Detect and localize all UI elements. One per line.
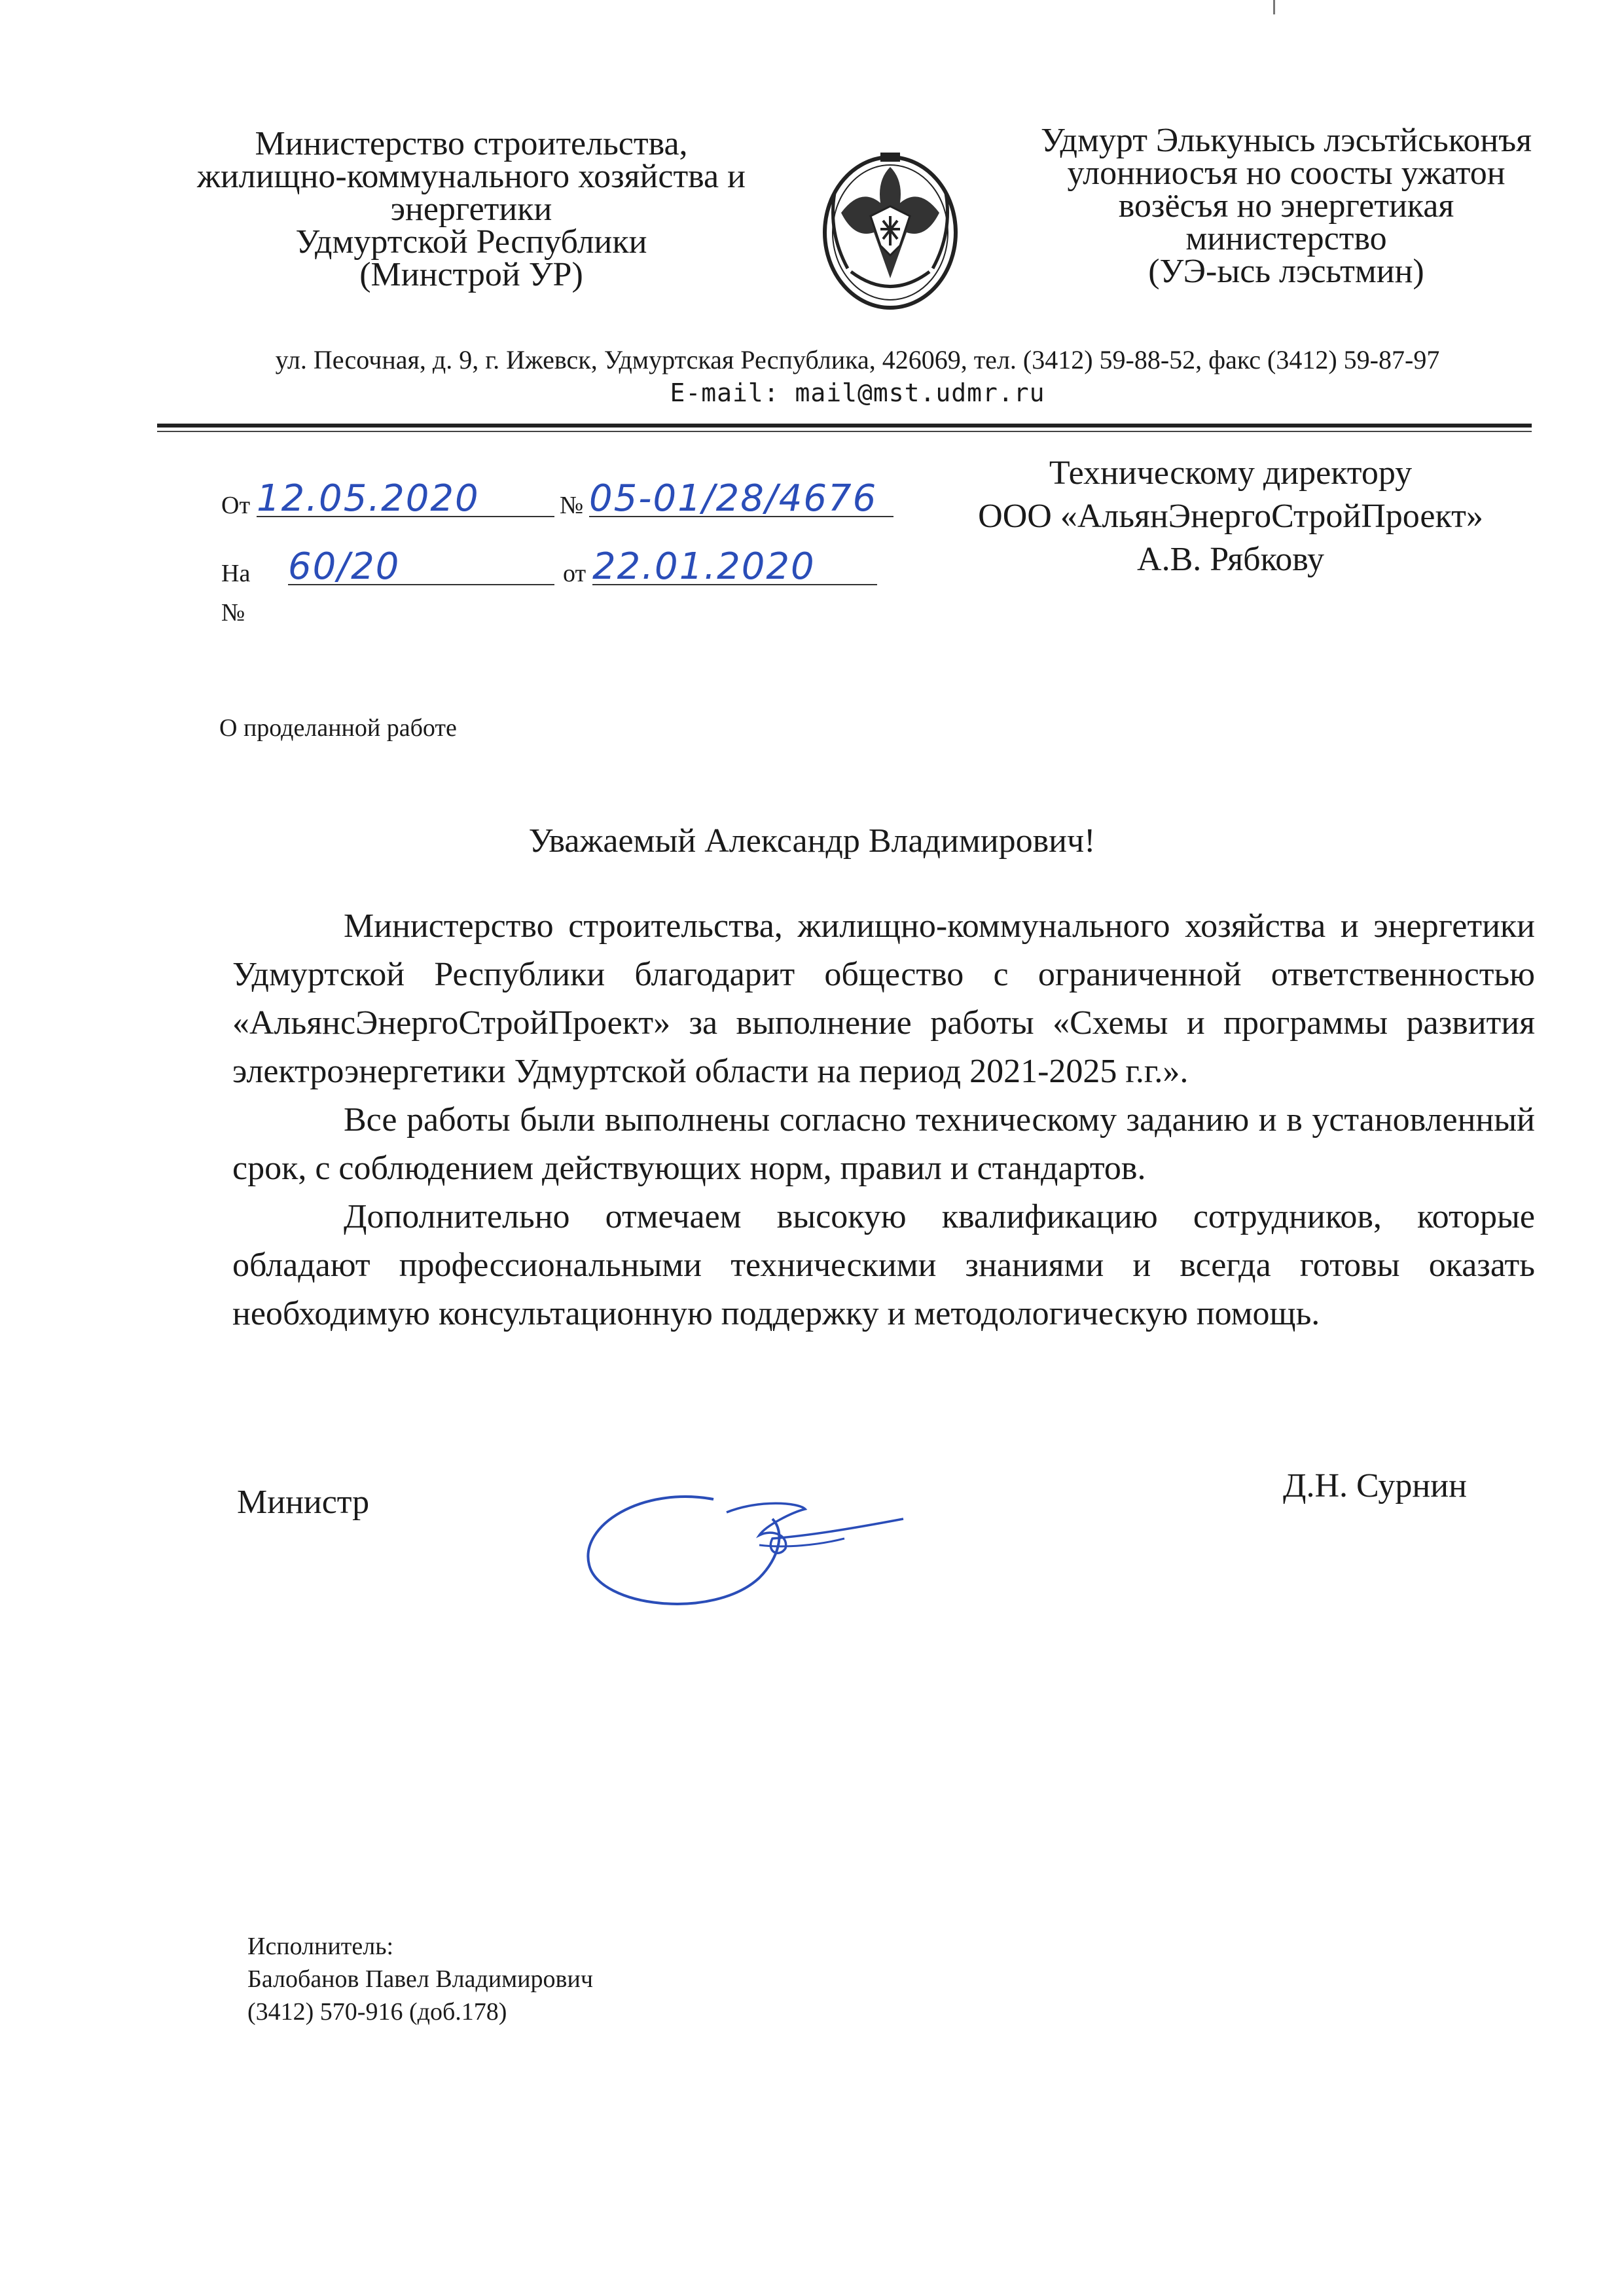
- executor-block: [247, 1930, 593, 2028]
- body-paragraph: Дополнительно отмечаем высокую квалификацию сотрудников, которые обладают профессиональными техническими знаниями и всегда готовы оказать необходимую консультационную поддержку и методологическую помощь.: [232, 1198, 1535, 1332]
- scan-edge-mark: [1273, 0, 1275, 14]
- header-divider: [157, 424, 1532, 428]
- outgoing-number-value: 05-01/28/4676: [589, 483, 893, 517]
- ministry-ru-line: (Минстрой УР): [359, 256, 583, 293]
- reference-number-label: На №: [221, 560, 251, 627]
- reference-date-value: 22.01.2020: [592, 551, 877, 585]
- ministry-name-ru: [151, 125, 792, 293]
- letter-body: [232, 902, 1535, 1338]
- salutation: Уважаемый Александр Владимирович!: [528, 822, 1096, 860]
- body-paragraph: Министерство строительства, жилищно-коммунального хозяйства и энергетики Удмуртской Республики благодарит общество с ограниченной ответственностью «АльянсЭнергоСтройПроект» за выполнение работы «Схемы и программы развития электроэнергетики Удмуртской области на период 2021-2025 г.г.».: [232, 907, 1535, 1090]
- coat-of-arms-icon: [815, 141, 965, 318]
- reference-date-label: от: [563, 560, 586, 587]
- ministry-ru-line: Министерство строительства,: [255, 125, 688, 162]
- addressee-block: [903, 452, 1558, 581]
- outgoing-number-label: №: [560, 492, 584, 519]
- from-date-value: 12.05.2020: [257, 483, 554, 517]
- handwritten-signature: [563, 1473, 943, 1624]
- ministry-udm-line: возёсъя но энергетикая: [1118, 187, 1454, 225]
- reference-number-value: 60/20: [288, 551, 554, 585]
- ministry-udm-line: улонниосъя но соосты ужатон: [1067, 155, 1506, 192]
- ministry-udm-line: Удмурт Элькунысь лэсьтйськонъя: [1040, 122, 1532, 159]
- ministry-name-udm: [982, 124, 1591, 288]
- header-divider-thin: [157, 431, 1532, 432]
- ministry-address: ул. Песочная, д. 9, г. Ижевск, Удмуртская Республика, 426069, тел. (3412) 59-88-52, факс (3412) 59-87-97: [275, 345, 1440, 374]
- ministry-udm-line: министерство: [1185, 220, 1387, 257]
- letter-subject: О проделанной работе: [219, 714, 457, 742]
- signatory-title: Министр: [237, 1484, 370, 1521]
- from-date-label: От: [221, 492, 251, 519]
- ministry-ru-line: жилищно-коммунального хозяйства и: [197, 158, 746, 195]
- ministry-ru-line: энергетики: [390, 191, 552, 228]
- body-paragraph: Все работы были выполнены согласно техническому заданию и в установленный срок, с соблюдением действующих норм, правил и стандартов.: [232, 1101, 1535, 1187]
- addressee-line: А.В. Рябкову: [1137, 541, 1324, 578]
- executor-name: Балобанов Павел Владимирович: [247, 1965, 593, 1993]
- executor-phone: (3412) 570-916 (доб.178): [247, 1998, 507, 2026]
- ministry-ru-line: Удмуртской Республики: [295, 223, 647, 261]
- executor-label: Исполнитель:: [247, 1933, 394, 1960]
- signatory-name: Д.Н. Сурнин: [1283, 1467, 1467, 1504]
- addressee-line: ООО «АльянЭнергоСтройПроект»: [978, 498, 1483, 535]
- ministry-email[interactable]: E-mail: mail@mst.udmr.ru: [670, 378, 1045, 407]
- addressee-line: Техническому директору: [1049, 454, 1413, 492]
- ministry-udm-line: (УЭ-ысь лэсьтмин): [1148, 253, 1424, 290]
